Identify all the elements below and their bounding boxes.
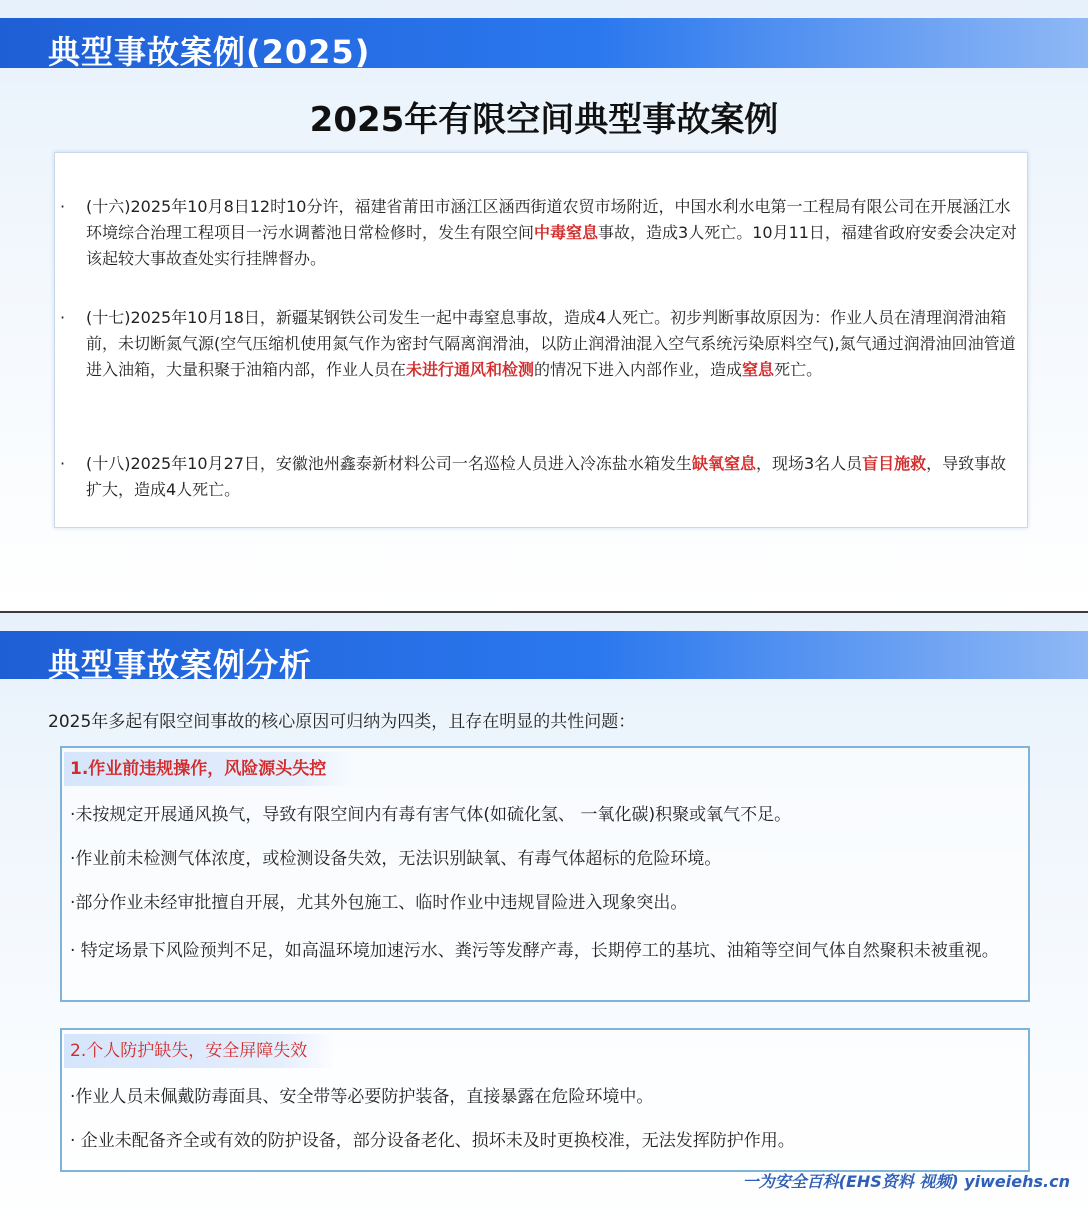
page-heading: 2025年有限空间典型事故案例 xyxy=(309,100,779,140)
list-item: ·未按规定开展通风换气，导致有限空间内有毒有害气体(如硫化氢、 一氧化碳)积聚或氧气不足。 xyxy=(70,805,792,825)
section-box-1 xyxy=(60,746,1030,1002)
watermark: 一为安全百科(EHS资料 视频) yiweiehs.cn xyxy=(742,1172,1070,1191)
slide-case-analysis xyxy=(0,613,1088,1225)
highlight: 缺氧窒息 xyxy=(691,454,756,473)
highlight: 未进行通风和检测 xyxy=(406,360,535,379)
list-item: · 特定场景下风险预判不足，如高温环境加速污水、粪污等发酵产毒，长期停工的基坑、油箱等空间气体自然聚积未被重视。 xyxy=(70,941,999,961)
bullet: · xyxy=(60,308,66,327)
case-17: · (十七)2025年10月18日，新疆某钢铁公司发生一起中毒窒息事故，造成4人死亡。初步判断事故原因为：作业人员在清理润滑油箱前，未切断氮气源(空气压缩机使用氮气作为密封气隔离润滑油，以防止润滑油混入空气系统污染原料空气),氮气通过润滑油回油管道进入油箱，大量积聚于油箱内部，作业人员在未进行通风和检测的情况下进入内部作业，造成窒息死亡。 xyxy=(60,305,1020,383)
list-item: ·作业前未检测气体浓度，或检测设备失效，无法识别缺氧、有毒气体超标的危险环境。 xyxy=(70,849,722,869)
bullet: · xyxy=(60,197,66,216)
highlight: 窒息 xyxy=(742,360,775,379)
section-box-2 xyxy=(60,1028,1030,1172)
highlight: 盲目施救 xyxy=(862,454,927,473)
bullet: · xyxy=(60,454,66,473)
section-heading: 2.个人防护缺失，安全屏障失效 xyxy=(64,1034,335,1068)
case-18: · (十八)2025年10月27日，安徽池州鑫泰新材料公司一名巡检人员进入冷冻盐水箱发生缺氧窒息，现场3名人员盲目施救，导致事故扩大，造成4人死亡。 xyxy=(60,451,1020,503)
title-bar xyxy=(0,18,1088,71)
highlight: 中毒窒息 xyxy=(534,223,599,242)
title-bar xyxy=(0,631,1088,684)
intro-text: 2025年多起有限空间事故的核心原因可归纳为四类，且存在明显的共性问题： xyxy=(48,712,636,732)
slide-accident-cases xyxy=(0,0,1088,612)
list-item: ·部分作业未经审批擅自开展，尤其外包施工、临时作业中违规冒险进入现象突出。 xyxy=(70,893,688,913)
slide-title: 典型事故案例分析 xyxy=(48,646,313,684)
list-item: ·作业人员未佩戴防毒面具、安全带等必要防护装备，直接暴露在危险环境中。 xyxy=(70,1087,654,1107)
case-16: · (十六)2025年10月8日12时10分许，福建省莆田市涵江区涵西街道农贸市场附近，中国水利水电第一工程局有限公司在开展涵江水环境综合治理工程项目一污水调蓄池日常检修时，发生有限空间中毒窒息事故，造成3人死亡。10月11日，福建省政府安委会决定对该起较大事故查处实行挂牌督办。 xyxy=(60,194,1020,272)
list-item: · 企业未配备齐全或有效的防护设备，部分设备老化、损坏未及时更换校准，无法发挥防护作用。 xyxy=(70,1131,795,1151)
section-heading: 1.作业前违规操作，风险源头失控 xyxy=(64,752,354,786)
slide-title: 典型事故案例(2025) xyxy=(48,33,371,71)
